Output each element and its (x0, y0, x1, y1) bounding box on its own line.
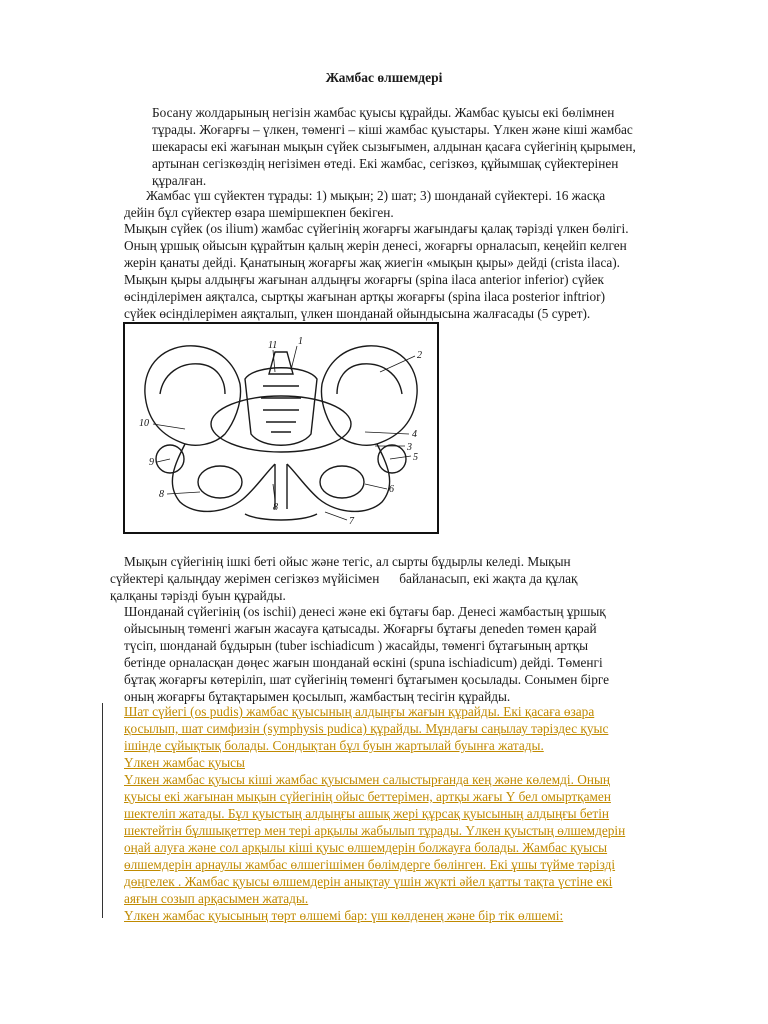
text-line: Мықын қыры алдыңғы жағынан алдыңғы жоғарғы (spina ilaca anterior inferior) сүйек (124, 272, 604, 287)
tracked-text-line: дөңгелек . Жамбас қуысы өлшемдерін анықтау үшін жүкті әйел қатты тақта үстіне екі (124, 874, 613, 889)
tracked-text-line: оңай алуға және сол арқылы кіші қуыс өлшемдерін болжауға болады. Жамбас қуысы (124, 840, 608, 855)
tracked-text-line: Үлкен жамбас қуысы кіші жамбас қуысымен салыстырғанда кең және көлемді. Оның (124, 772, 610, 787)
figure-label: 8 (273, 502, 278, 513)
text-line: Шонданай сүйегінің (os ischii) денесі және екі бұтағы бар. Денесі жамбастың ұршық (124, 604, 606, 619)
text-line: Мықын сүйек (os ilium) жамбас сүйегінің жоғарғы жағындағы қалақ тәрізді үлкен бөлігі. (124, 221, 629, 236)
tracked-text-line: қуысы екі жағынан мықын сүйегінің ойыс беттерімен, артқы жағы Ү бел омыртқамен (124, 789, 611, 804)
figure-label: 7 (349, 516, 354, 527)
text-line: бұтақ жоғарғы көтеріліп, шат сүйегінің төменгі бұтағымен қосылады. Сонымен бірге (124, 672, 610, 687)
tracked-change-bar (102, 703, 103, 918)
tracked-text-line: шектеліп жатады. Бұл қуыстың алдыңғы ашық жері құрсақ қуысының алдыңғы бетін (124, 806, 610, 821)
figure-label: 6 (389, 484, 394, 495)
text-line: түсіп, шонданай бұдырын (tuber ischiadicum ) жасайды, төменгі бұтағының артқы (124, 638, 589, 653)
paragraph-ilium-surface (110, 553, 670, 604)
figure-label: 9 (149, 457, 154, 468)
tracked-heading: Үлкен жамбас қуысы (124, 755, 245, 770)
page-title: Жамбас өлшемдері (325, 70, 443, 85)
tracked-text-line: Шат сүйегі (os pudis) жамбас қуысының алдыңғы жағын құрайды. Екі қасаға өзара (124, 704, 595, 719)
figure-label: 5 (413, 452, 418, 463)
paragraph-pelvis-bones (124, 187, 712, 221)
text-line: Жамбас үш сүйектен тұрады: 1) мықын; 2) шат; 3) шонданай сүйектері. 16 жасқа (146, 188, 606, 203)
figure-label: 1 (298, 336, 303, 347)
tracked-text-line: Үлкен жамбас қуысының төрт өлшемі бар: үш көлденең және бір тік өлшемі: (124, 908, 564, 923)
figure-label: 2 (417, 350, 422, 361)
tracked-text-line: шектейтін бұлшықеттер мен тері арқылы жабылып тұрады. Үлкен қуыстың өлшемдерін (124, 823, 626, 838)
tracked-text-line: ішінде сұйықтық болады. Сондықтан бұл буын жартылай буынға жатады. (124, 738, 544, 753)
text-line: оның жоғарғы бұтақтарымен қосылып, жамбастың тесігін құрайды. (124, 689, 511, 704)
text-line: жерін қанаты дейді. Қанатының жоғарғы жақ жиегін «мықын қыры» дейді (crista ilaca). (124, 255, 620, 270)
pelvis-figure (123, 322, 439, 534)
text-line: қалқаны тәрізді буын құрайды. (110, 588, 286, 603)
text-line: өсінділерімен аяқталса, сыртқы жағынан артқы жоғарғы (spina ilaca posterior inftrior) (124, 289, 605, 304)
figure-label: 10 (139, 418, 149, 429)
paragraph-ischium (124, 603, 704, 705)
text-line: тұрады. Жоғарғы – үлкен, төменгі – кіші жамбас қуыстары. Үлкен және кіші жамбас (152, 122, 633, 137)
figure-label: 8 (159, 489, 164, 500)
text-line: ойысының төменгі жағын жасауға қатысады. Жоғарғы бұтағы деneden төмен қарай (124, 621, 597, 636)
text-line: бетінде орналасқан дөңес жағын шонданай өскіні (spuna ischiadicum) дейді. Төменгі (124, 655, 603, 670)
text-line: Оның ұршық ойысын құрайтын қалың жерін денесі, жоғарғы орналасып, кеңейіп келген (124, 238, 627, 253)
pelvis-drawing (125, 324, 437, 532)
text-line: сүйектері қалыңдау жерімен сегізкөз мүйісімен байланасып, екі жақта да құлақ (110, 571, 578, 586)
tracked-changes-block (124, 703, 714, 924)
figure-label: 4 (412, 429, 417, 440)
text-line: Мықын сүйегінің ішкі беті ойыс және тегіс, ал сырты бұдырлы келеді. Мықын (124, 554, 571, 569)
text-line: Босану жолдарының негізін жамбас қуысы құрайды. Жамбас қуысы екі бөлімнен (152, 105, 615, 120)
figure-label: 11 (268, 340, 278, 351)
tracked-text-line: өлшемдерін арнаулы жамбас өлшегішімен бөлімдерге бөлінген. Екі ұшы түйме тәрізді (124, 857, 616, 872)
paragraph-ilium (124, 220, 724, 322)
text-line: құралған. (152, 173, 207, 188)
text-line: дейін бұл сүйектер өзара шеміршекпен бекіген. (124, 205, 394, 220)
tracked-text-line: аяғын созып арқасымен жатады. (124, 891, 309, 906)
text-line: шекарасы екі жағынан мықын сүйек сызығымен, алдынан қасаға сүйегінің қырымен, (152, 139, 636, 154)
text-line: сүйек өсінділерімен аяқталып, үлкен шонданай ойындысына жалғасады (5 сурет). (124, 306, 591, 321)
paragraph-pelvis-intro (124, 104, 712, 189)
tracked-text-line: қосылып, шат симфизін (symphysis pudica) құрайды. Мұндағы саңылау тәріздес қуыс (124, 721, 609, 736)
text-line: артынан сегізкөздің негізімен өтеді. Екі жамбас, сегізкөз, құйымшақ сүйектерінен (152, 156, 619, 171)
figure-label: 3 (407, 442, 412, 453)
